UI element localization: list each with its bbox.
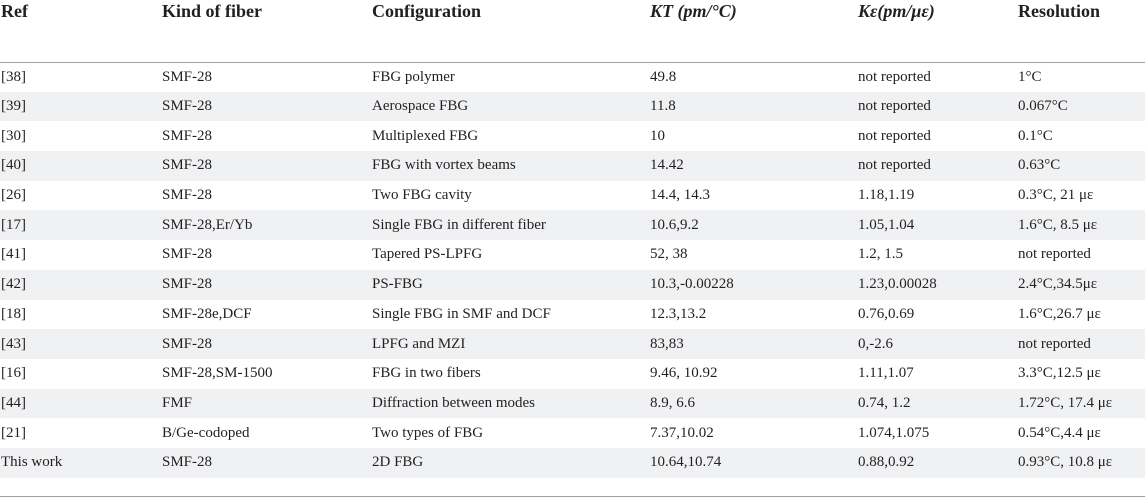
header-kepsilon: Kε(pm/με) bbox=[858, 0, 1018, 62]
cell-kt: 11.8 bbox=[650, 98, 676, 115]
cell-ref: [41] bbox=[1, 246, 26, 263]
cell-resolution: 1.6°C, 8.5 με bbox=[1018, 216, 1098, 233]
table-row bbox=[0, 270, 1145, 300]
cell-kind-of-fiber: SMF-28 bbox=[162, 335, 213, 352]
cell-kind-of-fiber: FMF bbox=[162, 394, 193, 411]
cell-kind-of-fiber: SMF-28 bbox=[162, 68, 213, 85]
cell-ref: [44] bbox=[1, 394, 26, 411]
table-row bbox=[0, 300, 1145, 330]
cell-resolution: 1.72°C, 17.4 με bbox=[1018, 394, 1113, 411]
cell-kepsilon: 1.11,1.07 bbox=[858, 365, 914, 382]
cell-resolution: 1°C bbox=[1018, 68, 1042, 85]
cell-ref: [39] bbox=[1, 98, 26, 115]
cell-ref: [16] bbox=[1, 365, 26, 382]
cell-resolution: 2.4°C,34.5με bbox=[1018, 276, 1098, 293]
cell-kepsilon: 0.76,0.69 bbox=[858, 305, 915, 322]
cell-resolution: not reported bbox=[1018, 335, 1091, 352]
cell-resolution: 0.1°C bbox=[1018, 127, 1053, 144]
table-row bbox=[0, 448, 1145, 478]
cell-configuration: FBG with vortex beams bbox=[372, 157, 516, 174]
cell-configuration: Multiplexed FBG bbox=[372, 127, 479, 144]
header-configuration: Configuration bbox=[372, 0, 650, 62]
table-bottom-rule bbox=[0, 496, 1145, 497]
cell-configuration: Aerospace FBG bbox=[372, 98, 469, 115]
cell-kt: 8.9, 6.6 bbox=[650, 394, 695, 411]
cell-configuration: PS-FBG bbox=[372, 276, 423, 293]
cell-resolution: 0.3°C, 21 με bbox=[1018, 187, 1094, 204]
cell-kind-of-fiber: SMF-28,SM-1500 bbox=[162, 365, 273, 382]
cell-kind-of-fiber: SMF-28 bbox=[162, 246, 213, 263]
cell-ref: [18] bbox=[1, 305, 26, 322]
cell-ref: [17] bbox=[1, 216, 26, 233]
cell-resolution: 0.54°C,4.4 με bbox=[1018, 424, 1101, 441]
cell-kt: 14.42 bbox=[650, 157, 684, 174]
table-row bbox=[0, 329, 1145, 359]
cell-ref: [40] bbox=[1, 157, 26, 174]
cell-resolution: not reported bbox=[1018, 246, 1091, 263]
cell-kind-of-fiber: SMF-28e,DCF bbox=[162, 305, 252, 322]
table-row bbox=[0, 240, 1145, 270]
cell-kepsilon: not reported bbox=[858, 68, 931, 85]
cell-kt: 10.6,9.2 bbox=[650, 216, 699, 233]
cell-ref: [21] bbox=[1, 424, 26, 441]
cell-ref: [30] bbox=[1, 127, 26, 144]
header-resolution: Resolution bbox=[1018, 0, 1145, 62]
cell-kind-of-fiber: SMF-28 bbox=[162, 98, 213, 115]
cell-kt: 49.8 bbox=[650, 68, 677, 85]
cell-kt: 10 bbox=[650, 127, 665, 144]
table-row bbox=[0, 210, 1145, 240]
cell-kt: 10.3,-0.00228 bbox=[650, 276, 734, 293]
cell-kepsilon: 1.2, 1.5 bbox=[858, 246, 903, 263]
table-row bbox=[0, 121, 1145, 151]
header-kind-of-fiber: Kind of fiber bbox=[162, 0, 372, 62]
table-row bbox=[0, 62, 1145, 92]
cell-ref: This work bbox=[1, 454, 63, 471]
cell-kt: 12.3,13.2 bbox=[650, 305, 707, 322]
cell-kind-of-fiber: SMF-28 bbox=[162, 454, 213, 471]
cell-kind-of-fiber: SMF-28 bbox=[162, 127, 213, 144]
cell-kind-of-fiber: SMF-28 bbox=[162, 187, 213, 204]
cell-kt: 14.4, 14.3 bbox=[650, 187, 710, 204]
cell-configuration: 2D FBG bbox=[372, 454, 424, 471]
table-row bbox=[0, 92, 1145, 122]
cell-kt: 83,83 bbox=[650, 335, 684, 352]
cell-configuration: Tapered PS-LPFG bbox=[372, 246, 483, 263]
cell-kt: 7.37,10.02 bbox=[650, 424, 714, 441]
cell-kepsilon: 1.18,1.19 bbox=[858, 187, 915, 204]
table-row bbox=[0, 418, 1145, 448]
cell-resolution: 0.067°C bbox=[1018, 98, 1068, 115]
cell-kind-of-fiber: SMF-28,Er/Yb bbox=[162, 216, 253, 233]
cell-kepsilon: not reported bbox=[858, 157, 931, 174]
cell-kepsilon: 0.74, 1.2 bbox=[858, 394, 911, 411]
cell-configuration: FBG polymer bbox=[372, 68, 455, 85]
cell-kind-of-fiber: SMF-28 bbox=[162, 276, 213, 293]
table-row bbox=[0, 151, 1145, 181]
table-row bbox=[0, 389, 1145, 419]
table-header bbox=[0, 0, 1145, 62]
cell-configuration: Single FBG in different fiber bbox=[372, 216, 546, 233]
cell-ref: [38] bbox=[1, 68, 26, 85]
cell-resolution: 0.63°C bbox=[1018, 157, 1061, 174]
cell-kepsilon: 1.074,1.075 bbox=[858, 424, 930, 441]
cell-kt: 9.46, 10.92 bbox=[650, 365, 718, 382]
cell-resolution: 0.93°C, 10.8 με bbox=[1018, 454, 1113, 471]
cell-resolution: 3.3°C,12.5 με bbox=[1018, 365, 1101, 382]
cell-kepsilon: 0.88,0.92 bbox=[858, 454, 915, 471]
cell-kepsilon: not reported bbox=[858, 98, 931, 115]
cell-configuration: Diffraction between modes bbox=[372, 394, 536, 411]
cell-kt: 10.64,10.74 bbox=[650, 454, 722, 471]
header-ref: Ref bbox=[0, 0, 162, 62]
cell-ref: [43] bbox=[1, 335, 26, 352]
cell-ref: [42] bbox=[1, 276, 26, 293]
cell-configuration: FBG in two fibers bbox=[372, 365, 481, 382]
cell-configuration: Single FBG in SMF and DCF bbox=[372, 305, 551, 322]
cell-kepsilon: 1.23,0.00028 bbox=[858, 276, 937, 293]
table-row bbox=[0, 181, 1145, 211]
cell-configuration: Two FBG cavity bbox=[372, 187, 472, 204]
cell-kepsilon: 0,-2.6 bbox=[858, 335, 893, 352]
cell-kind-of-fiber: SMF-28 bbox=[162, 157, 213, 174]
cell-configuration: Two types of FBG bbox=[372, 424, 484, 441]
cell-configuration: LPFG and MZI bbox=[372, 335, 466, 352]
cell-kepsilon: 1.05,1.04 bbox=[858, 216, 915, 233]
cell-ref: [26] bbox=[1, 187, 26, 204]
header-kt: KT (pm/°C) bbox=[650, 0, 858, 62]
cell-kepsilon: not reported bbox=[858, 127, 931, 144]
cell-kind-of-fiber: B/Ge-codoped bbox=[162, 424, 250, 441]
table-row bbox=[0, 359, 1145, 389]
table-body bbox=[0, 62, 1145, 478]
cell-resolution: 1.6°C,26.7 με bbox=[1018, 305, 1101, 322]
cell-kt: 52, 38 bbox=[650, 246, 688, 263]
header-row bbox=[0, 0, 1145, 62]
